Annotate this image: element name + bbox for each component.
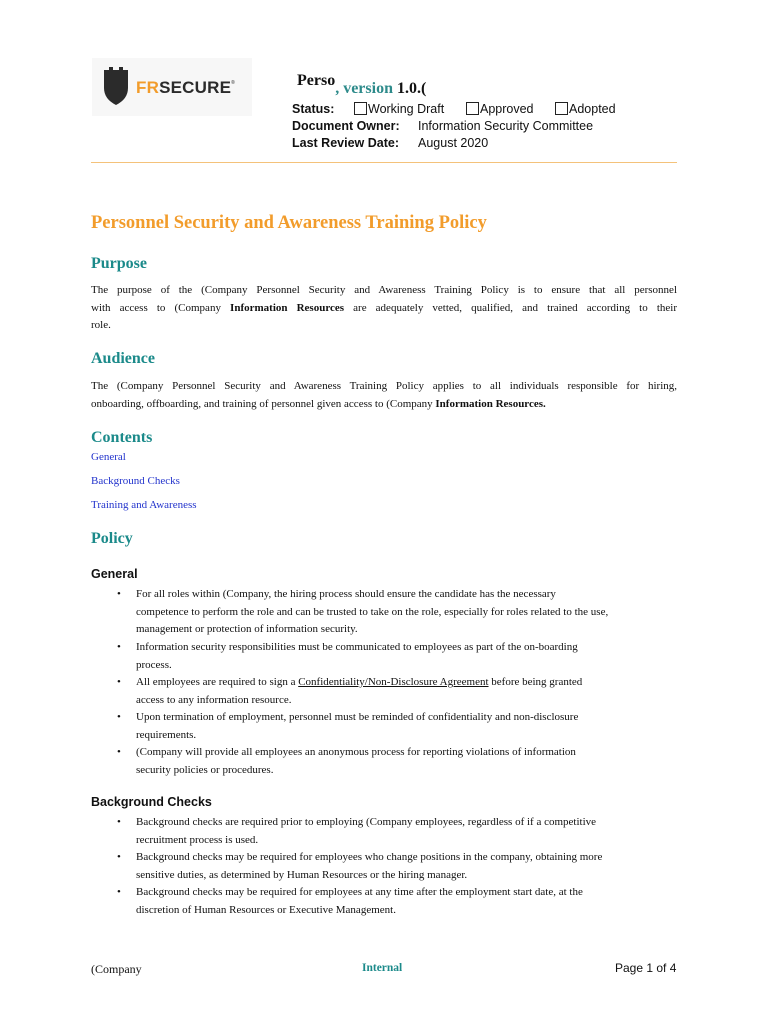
- toc-link-background-checks[interactable]: Background Checks: [91, 475, 180, 487]
- footer-company: (Company: [91, 962, 142, 976]
- general-heading: General: [91, 567, 138, 581]
- footer-classification: Internal: [362, 962, 403, 974]
- toc-link-general[interactable]: General: [91, 451, 126, 463]
- background-checks-heading: Background Checks: [91, 795, 212, 809]
- toc-link-training-awareness[interactable]: Training and Awareness: [91, 499, 197, 511]
- audience-heading: Audience: [91, 350, 155, 367]
- page-number: Page 1 of 4: [615, 961, 677, 975]
- shield-icon: [102, 66, 130, 106]
- purpose-heading: Purpose: [91, 255, 147, 272]
- contents-heading: Contents: [91, 429, 153, 446]
- checkbox[interactable]: [466, 102, 479, 115]
- page-title: Personnel Security and Awareness Training Policy: [91, 213, 487, 233]
- status-working-draft[interactable]: Working Draft: [354, 102, 444, 116]
- policy-heading: Policy: [91, 530, 133, 547]
- nda-link[interactable]: Confidentiality/Non-Disclosure Agreement: [298, 676, 489, 688]
- audience-paragraph: The (Company Personnel Security and Awareness Training Policy applies to all individuals responsible for hiring, onboarding, offboarding, and training of personnel given access to (Company Information Resources.: [91, 380, 677, 410]
- purpose-paragraph: The purpose of the (Company Personnel Security and Awareness Training Policy is to ensure that all personnel with access to (Company Information Resources are adequately vetted, qualified, and trained according to their role.: [91, 284, 677, 331]
- document-title: Perso, version 1.0.(: [297, 72, 427, 97]
- logo-wordmark: FRSECURE®: [136, 78, 236, 97]
- header-divider: [91, 162, 677, 163]
- checkbox[interactable]: [354, 102, 367, 115]
- frsecure-logo: [92, 58, 252, 116]
- checkbox[interactable]: [555, 102, 568, 115]
- status-adopted[interactable]: Adopted: [555, 102, 616, 116]
- status-approved[interactable]: Approved: [466, 102, 534, 116]
